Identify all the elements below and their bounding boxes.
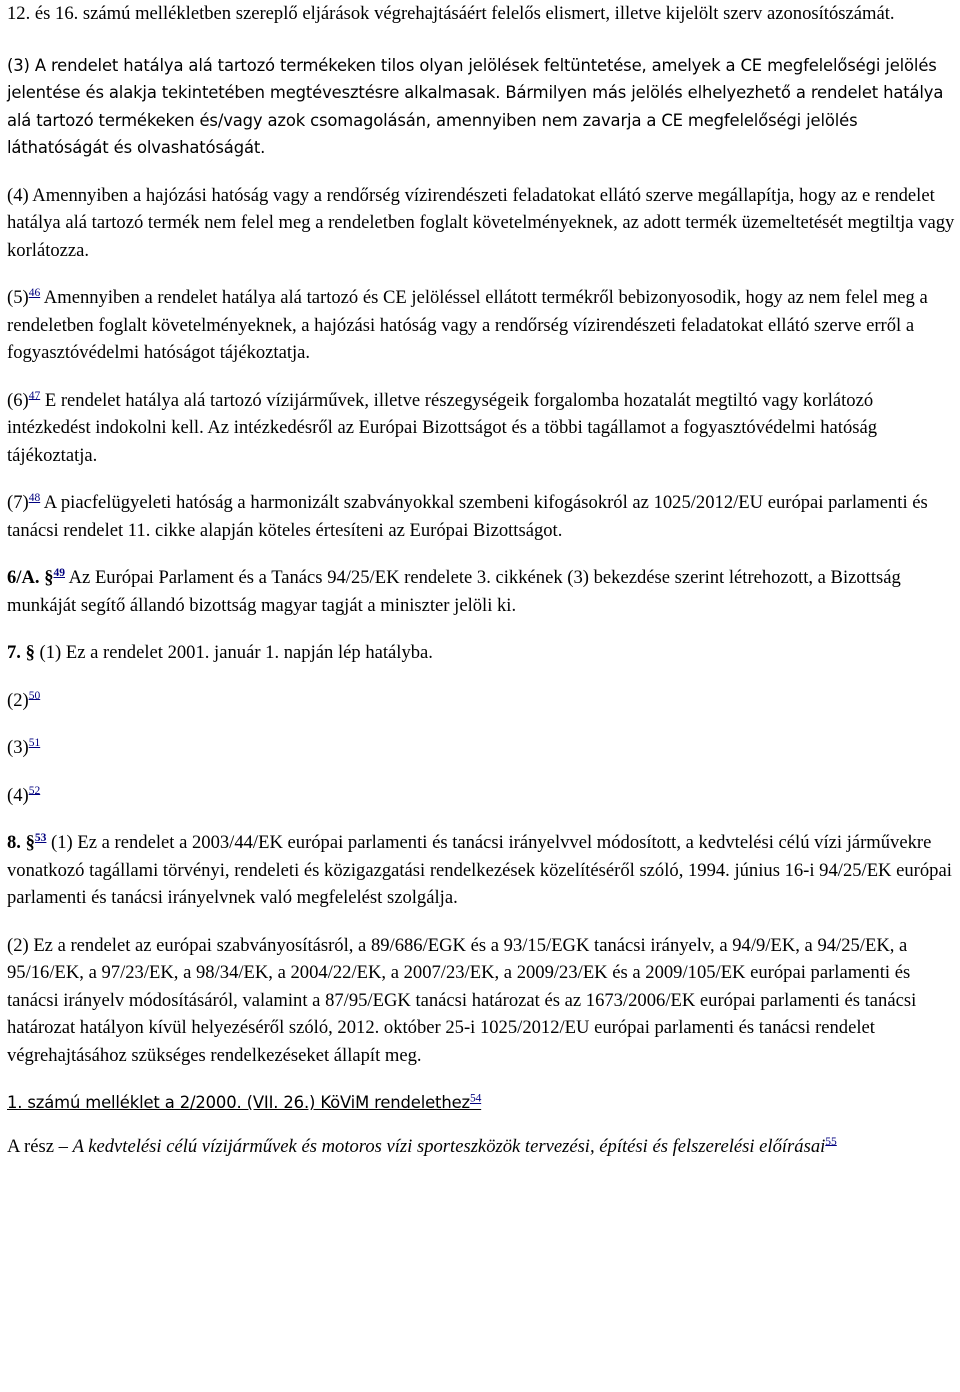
section-sign: § bbox=[39, 567, 54, 588]
footnote-link[interactable]: 50 bbox=[28, 689, 41, 702]
paragraph-text: Amennyiben a rendelet hatálya alá tartozó és CE jelöléssel ellátott termékről bebizonyosodik, hogy az nem felel meg a rendeletben foglalt követelményeknek, a hajózási hatóság vagy a rendőrség vízirendészeti feladatokat ellátó szerve erről a fogyasztóvédelmi hatóságot tájékoztatja. bbox=[7, 287, 928, 363]
paragraph-3 bbox=[7, 52, 955, 162]
footnote-link[interactable]: 54 bbox=[469, 1092, 482, 1105]
section-7 bbox=[7, 639, 955, 667]
section-text: Az Európai Parlament és a Tanács 94/25/EK rendelete 3. cikkének (3) bekezdése szerint létrehozott, a Bizottság munkáját segítő állandó bizottság magyar tagját a miniszter jelöli ki. bbox=[7, 567, 901, 616]
paragraph-number: (3) bbox=[7, 737, 29, 758]
footnote-link[interactable]: 47 bbox=[28, 389, 41, 402]
paragraph-6 bbox=[7, 387, 955, 470]
footnote-link[interactable]: 46 bbox=[28, 286, 41, 299]
part-a-title bbox=[7, 1133, 955, 1161]
section-number: 8. bbox=[7, 832, 21, 853]
annex-title-text: 1. számú melléklet a 2/2000. (VII. 26.) KöViM rendelethez bbox=[7, 1093, 470, 1112]
paragraph-number: (5) bbox=[7, 287, 29, 308]
paragraph-number: (4) bbox=[7, 784, 29, 806]
footnote-link[interactable]: 53 bbox=[34, 831, 47, 844]
document-body bbox=[7, 0, 955, 1160]
section-6a bbox=[7, 564, 955, 619]
paragraph-text: (3) A rendelet hatálya alá tartozó termékeken tilos olyan jelölések feltüntetése, amelyek a CE megfelelőségi jelölés jelentése és alakja tekintetében megtévesztésre alkalmasak. bbox=[7, 55, 937, 102]
footnote-link[interactable]: 51 bbox=[28, 736, 41, 749]
part-a-title-text: A kedvtelési célú vízijárművek és motoros vízi sporteszközök tervezési, építési és felszerelési előírásai bbox=[72, 1135, 826, 1157]
part-a-prefix: A rész – bbox=[7, 1135, 73, 1157]
paragraph-text: (2) Ez a rendelet az európai szabványosításról, a 89/686/EGK és a 93/15/EGK tanácsi irányelv, a 94/9/EK, a 94/25/EK, a 95/16/EK, a 97/23/EK, a 98/34/EK, a 2004/22/EK, a 2007/23/EK, a 2009/23/EK és a 2009/105/EK európai parlamenti és tanácsi irányelv módosításáról, valamint a 87/95/EGK tanácsi határozat és az 1673/2006/EK európai parlamenti és tanácsi határozat hatályon kívül helyezéséről szóló, 2012. október 25-i 1025/2012/EU európai parlamenti és tanácsi rendelet végrehajtásához szükséges rendelkezéseket állapít meg. bbox=[7, 934, 917, 1066]
paragraph-number: (2) bbox=[7, 689, 29, 711]
section-8-para-2 bbox=[7, 932, 955, 1070]
annex-title bbox=[7, 1089, 955, 1117]
paragraph-text-continued: Bármilyen más jelölés elhelyezhető a rendelet hatálya alá tartozó termékeken és/vagy azok csomagolásán, amennyiben nem zavarja a CE megfelelőségi jelölés láthatóságát és olvashatóságát. bbox=[7, 83, 944, 157]
section-7-para-3 bbox=[7, 734, 955, 762]
footnote-link[interactable]: 55 bbox=[825, 1135, 837, 1148]
paragraph-text: 12. és 16. számú mellékletben szereplő eljárások végrehajtásáért felelős elismert, illetve kijelölt szerv azonosítószámát. bbox=[7, 3, 895, 24]
section-sign: § bbox=[20, 832, 35, 853]
section-text: (1) Ez a rendelet a 2003/44/EK európai parlamenti és tanácsi irányelvvel módosított, a kedvtelési célú vízi járművekre vonatkozó tagállami törvényi, rendeleti és közigazgatási rendelkezések közelítéséről szóló, 1994. június 16-i 94/25/EK európai parlamenti és tanácsi irányelvnek való megfelelést szolgálja. bbox=[7, 832, 952, 908]
section-number: 7. bbox=[7, 642, 21, 663]
paragraph-5 bbox=[7, 284, 955, 367]
section-7-para-2 bbox=[7, 687, 955, 715]
paragraph-text: A piacfelügyeleti hatóság a harmonizált szabványokkal szembeni kifogásokról az 1025/2012/EU európai parlamenti és tanácsi rendelet 11. cikke alapján köteles értesíteni az Európai Bizottságot. bbox=[7, 492, 928, 541]
paragraph-text: (4) Amennyiben a hajózási hatóság vagy a rendőrség vízirendészeti feladatokat ellátó szerve megállapítja, hogy az e rendelet hatálya alá tartozó termék nem felel meg a rendeletben foglalt követelményeknek, az adott termék üzemeltetését megtiltja vagy korlátozza. bbox=[7, 184, 955, 261]
paragraph-number: (6) bbox=[7, 389, 29, 411]
section-7-para-4 bbox=[7, 782, 955, 810]
paragraph-text: E rendelet hatálya alá tartozó vízijárművek, illetve részegységeik forgalomba hozatalát megtiltó vagy korlátozó intézkedést indokolni kell. Az intézkedésről az Európai Bizottságot és a többi tagállamot a fogyasztóvédelmi hatóság tájékoztatja. bbox=[7, 389, 878, 466]
section-8 bbox=[7, 829, 955, 912]
footnote-link[interactable]: 52 bbox=[28, 784, 41, 797]
section-number: 6/A. bbox=[7, 567, 40, 588]
paragraph-7 bbox=[7, 489, 955, 544]
paragraph-intro bbox=[7, 0, 955, 28]
paragraph-4 bbox=[7, 182, 955, 265]
paragraph-number: (7) bbox=[7, 492, 29, 513]
section-text: (1) Ez a rendelet 2001. január 1. napján lép hatályba. bbox=[34, 642, 433, 663]
footnote-link[interactable]: 48 bbox=[28, 491, 41, 504]
footnote-link[interactable]: 49 bbox=[53, 566, 65, 579]
section-sign: § bbox=[20, 642, 35, 663]
